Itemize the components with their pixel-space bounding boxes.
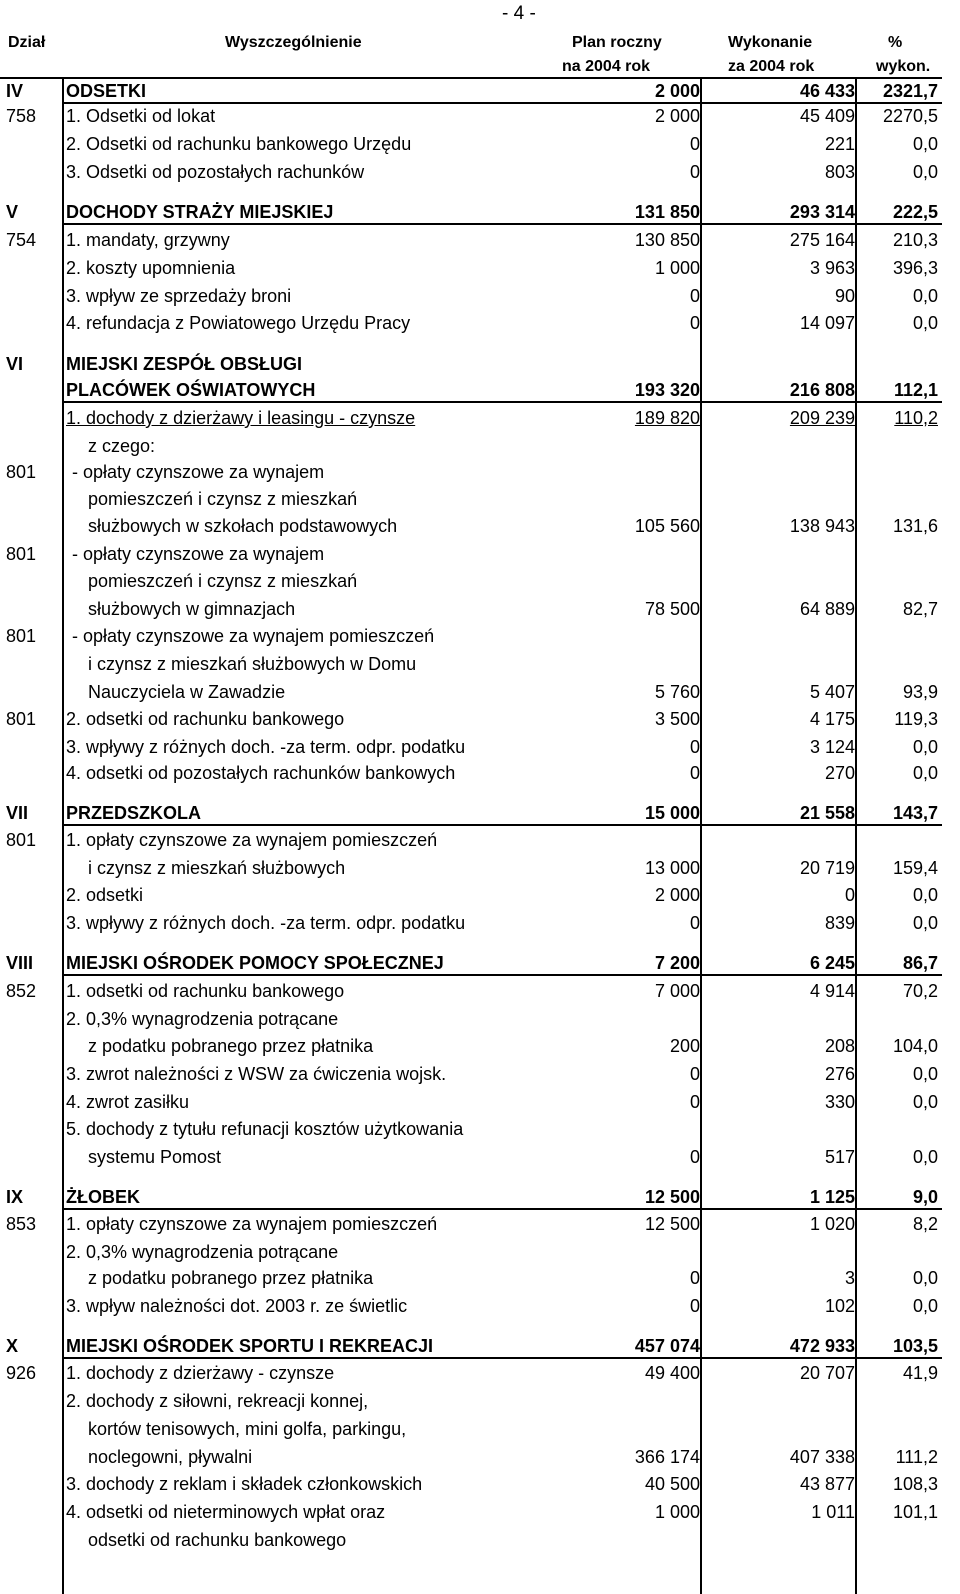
plan-column-rule: [702, 78, 704, 1594]
row-30-dzial: VIII: [6, 953, 34, 973]
header-wyszczegolnienie: Wyszczególnienie: [225, 34, 362, 51]
page-number: - 4 -: [502, 3, 536, 24]
row-7-plan: 0: [689, 286, 700, 306]
row-22-dzial: 801: [6, 709, 37, 729]
row-5-pct: 210,3: [892, 230, 938, 250]
row-49-wyk: 1 011: [811, 1502, 855, 1522]
row-2-pct: 0,0: [912, 134, 938, 154]
row-39-wyk: 1 020: [809, 1214, 855, 1234]
row-37-plan: 0: [689, 1147, 700, 1167]
row-27-wyk: 20 719: [799, 858, 855, 878]
row-35-pct: 0,0: [912, 1092, 938, 1112]
row-18-plan: 78 500: [644, 599, 700, 619]
section-underline: [64, 223, 942, 225]
row-3-plan: 0: [689, 162, 700, 182]
row-41-pct: 0,0: [912, 1268, 938, 1288]
row-48-wyk: 43 877: [799, 1474, 855, 1494]
row-29-pct: 0,0: [912, 913, 938, 933]
row-1-desc: 1. Odsetki od lokat: [66, 106, 216, 126]
row-9-desc: MIEJSKI ZESPÓŁ OBSŁUGI: [66, 354, 303, 374]
header-plan-roczny: Plan roczny: [572, 34, 662, 51]
row-41-desc: z podatku pobranego przez płatnika: [88, 1268, 374, 1288]
row-2-wyk: 221: [824, 134, 855, 154]
column-separator: [700, 78, 702, 1594]
header-separator: [0, 77, 942, 79]
row-29-plan: 0: [689, 913, 700, 933]
row-0-pct: 2321,7: [882, 81, 938, 101]
row-13-desc: - opłaty czynszowe za wynajem: [72, 462, 325, 482]
row-2-desc: 2. Odsetki od rachunku bankowego Urzędu: [66, 134, 412, 154]
row-47-plan: 366 174: [634, 1447, 700, 1467]
row-24-wyk: 270: [824, 763, 855, 783]
row-47-pct: 111,2: [895, 1447, 938, 1467]
row-23-wyk: 3 124: [809, 737, 855, 757]
row-38-dzial: IX: [6, 1187, 24, 1207]
row-0-desc: ODSETKI: [66, 81, 147, 101]
row-5-dzial: 754: [6, 230, 37, 250]
row-43-pct: 103,5: [892, 1336, 938, 1356]
row-46-desc: kortów tenisowych, mini golfa, parkingu,: [88, 1419, 407, 1439]
row-6-pct: 396,3: [892, 258, 938, 278]
row-31-wyk: 4 914: [809, 981, 855, 1001]
row-39-plan: 12 500: [644, 1214, 700, 1234]
row-16-desc: - opłaty czynszowe za wynajem: [72, 544, 325, 564]
row-4-desc: DOCHODY STRAŻY MIEJSKIEJ: [66, 202, 334, 222]
row-44-pct: 41,9: [902, 1363, 938, 1383]
row-39-pct: 8,2: [912, 1214, 938, 1234]
row-38-desc: ŻŁOBEK: [66, 1187, 140, 1207]
row-7-desc: 3. wpływ ze sprzedaży broni: [66, 286, 292, 306]
row-34-desc: 3. zwrot należności z WSW za ćwiczenia wojsk.: [66, 1064, 447, 1084]
row-5-wyk: 275 164: [789, 230, 855, 250]
row-30-pct: 86,7: [902, 953, 938, 973]
row-21-desc: Nauczyciela w Zawadzie: [88, 682, 286, 702]
row-49-pct: 101,1: [892, 1502, 938, 1522]
row-26-desc: 1. opłaty czynszowe za wynajem pomieszczeń: [66, 830, 438, 850]
row-24-desc: 4. odsetki od pozostałych rachunków bankowych: [66, 763, 456, 783]
row-22-plan: 3 500: [654, 709, 700, 729]
row-44-dzial: 926: [6, 1363, 37, 1383]
row-42-wyk: 102: [824, 1296, 855, 1316]
row-26-dzial: 801: [6, 830, 37, 850]
row-23-plan: 0: [689, 737, 700, 757]
column-separator: [62, 78, 64, 1594]
row-15-wyk: 138 943: [789, 516, 855, 536]
row-33-pct: 104,0: [892, 1036, 938, 1056]
row-33-plan: 200: [669, 1036, 700, 1056]
row-11-plan: 189 820: [634, 408, 700, 428]
row-25-pct: 143,7: [892, 803, 938, 823]
row-38-wyk: 1 125: [809, 1187, 855, 1207]
row-49-desc: 4. odsetki od nieterminowych wpłat oraz: [66, 1502, 386, 1522]
row-44-wyk: 20 707: [799, 1363, 855, 1383]
row-6-desc: 2. koszty upomnienia: [66, 258, 236, 278]
row-20-desc: i czynsz z mieszkań służbowych w Domu: [88, 654, 417, 674]
row-31-plan: 7 000: [654, 981, 700, 1001]
row-4-wyk: 293 314: [789, 202, 855, 222]
row-0-wyk: 46 433: [799, 81, 855, 101]
header-wykonanie-rok: za 2004 rok: [728, 58, 815, 75]
row-36-desc: 5. dochody z tytułu refunacji kosztów użytkowania: [66, 1119, 464, 1139]
row-31-pct: 70,2: [902, 981, 938, 1001]
row-22-desc: 2. odsetki od rachunku bankowego: [66, 709, 345, 729]
section-underline: [64, 401, 942, 403]
row-35-plan: 0: [689, 1092, 700, 1112]
row-1-dzial: 758: [6, 106, 37, 126]
row-34-plan: 0: [689, 1064, 700, 1084]
desc-column-rule: [547, 78, 549, 1594]
row-43-dzial: X: [6, 1336, 19, 1356]
row-50-desc: odsetki od rachunku bankowego: [88, 1530, 347, 1550]
row-8-desc: 4. refundacja z Powiatowego Urzędu Pracy: [66, 313, 411, 333]
row-24-plan: 0: [689, 763, 700, 783]
row-18-pct: 82,7: [902, 599, 938, 619]
row-11-wyk: 209 239: [789, 408, 855, 428]
row-19-dzial: 801: [6, 626, 37, 646]
row-21-plan: 5 760: [654, 682, 700, 702]
row-8-plan: 0: [689, 313, 700, 333]
row-25-desc: PRZEDSZKOLA: [66, 803, 201, 823]
row-42-desc: 3. wpływ należności dot. 2003 r. ze świetlic: [66, 1296, 408, 1316]
section-underline: [64, 824, 942, 826]
row-22-pct: 119,3: [894, 709, 938, 729]
row-19-desc: - opłaty czynszowe za wynajem pomieszczeń: [72, 626, 435, 646]
row-48-desc: 3. dochody z reklam i składek członkowskich: [66, 1474, 423, 1494]
row-22-wyk: 4 175: [809, 709, 855, 729]
header-percent-wykon: wykon.: [876, 58, 931, 75]
header-wykonanie: Wykonanie: [728, 34, 813, 51]
row-30-wyk: 6 245: [809, 953, 855, 973]
row-18-desc: służbowych w gimnazjach: [88, 599, 296, 619]
row-23-pct: 0,0: [912, 737, 938, 757]
row-12-desc: z czego:: [88, 436, 156, 456]
row-25-plan: 15 000: [644, 803, 700, 823]
row-16-dzial: 801: [6, 544, 37, 564]
row-1-pct: 2270,5: [882, 106, 938, 126]
row-42-pct: 0,0: [912, 1296, 938, 1316]
row-43-wyk: 472 933: [789, 1336, 855, 1356]
row-9-dzial: VI: [6, 354, 24, 374]
section-underline: [64, 102, 942, 104]
row-10-plan: 193 320: [634, 380, 700, 400]
row-1-wyk: 45 409: [799, 106, 855, 126]
row-28-desc: 2. odsetki: [66, 885, 144, 905]
row-5-plan: 130 850: [634, 230, 700, 250]
row-0-plan: 2 000: [654, 81, 700, 101]
row-21-wyk: 5 407: [809, 682, 855, 702]
row-31-dzial: 852: [6, 981, 37, 1001]
row-27-desc: i czynsz z mieszkań służbowych: [88, 858, 346, 878]
row-0-dzial: IV: [6, 81, 24, 101]
row-25-dzial: VII: [6, 803, 29, 823]
section-underline: [64, 1208, 942, 1210]
row-21-pct: 93,9: [902, 682, 938, 702]
row-13-dzial: 801: [6, 462, 37, 482]
row-45-desc: 2. dochody z siłowni, rekreacji konnej,: [66, 1391, 369, 1411]
row-38-plan: 12 500: [644, 1187, 700, 1207]
wyk-column-rule: [857, 78, 859, 1594]
row-39-dzial: 853: [6, 1214, 37, 1234]
header-dzial: Dział: [8, 34, 46, 51]
row-39-desc: 1. opłaty czynszowe za wynajem pomieszczeń: [66, 1214, 438, 1234]
row-40-desc: 2. 0,3% wynagrodzenia potrącane: [66, 1242, 339, 1262]
row-11-pct: 110,2: [894, 408, 938, 428]
row-41-wyk: 3: [844, 1268, 855, 1288]
row-28-pct: 0,0: [912, 885, 938, 905]
row-43-desc: MIEJSKI OŚRODEK SPORTU I REKREACJI: [66, 1336, 434, 1356]
row-31-desc: 1. odsetki od rachunku bankowego: [66, 981, 345, 1001]
row-47-desc: noclegowni, pływalni: [88, 1447, 253, 1467]
row-14-desc: pomieszczeń i czynsz z mieszkań: [88, 489, 358, 509]
row-3-pct: 0,0: [912, 162, 938, 182]
row-7-wyk: 90: [834, 286, 855, 306]
row-24-pct: 0,0: [912, 763, 938, 783]
row-2-plan: 0: [689, 134, 700, 154]
row-48-plan: 40 500: [644, 1474, 700, 1494]
row-44-desc: 1. dochody z dzierżawy - czynsze: [66, 1363, 335, 1383]
row-41-plan: 0: [689, 1268, 700, 1288]
row-5-desc: 1. mandaty, grzywny: [66, 230, 230, 250]
row-1-plan: 2 000: [654, 106, 700, 126]
row-18-wyk: 64 889: [799, 599, 855, 619]
row-10-desc: PLACÓWEK OŚWIATOWYCH: [66, 380, 316, 400]
row-4-plan: 131 850: [634, 202, 700, 222]
header-plan-rok: na 2004 rok: [562, 58, 651, 75]
row-43-plan: 457 074: [634, 1336, 700, 1356]
row-47-wyk: 407 338: [789, 1447, 855, 1467]
row-17-desc: pomieszczeń i czynsz z mieszkań: [88, 571, 358, 591]
row-10-pct: 112,1: [893, 380, 938, 400]
row-29-desc: 3. wpływy z różnych doch. -za term. odpr. podatku: [66, 913, 466, 933]
row-6-wyk: 3 963: [809, 258, 855, 278]
row-37-wyk: 517: [824, 1147, 855, 1167]
row-28-plan: 2 000: [654, 885, 700, 905]
row-33-desc: z podatku pobranego przez płatnika: [88, 1036, 374, 1056]
row-27-plan: 13 000: [644, 858, 700, 878]
row-44-plan: 49 400: [644, 1363, 700, 1383]
row-15-pct: 131,6: [892, 516, 938, 536]
row-42-plan: 0: [689, 1296, 700, 1316]
row-48-pct: 108,3: [892, 1474, 938, 1494]
row-3-desc: 3. Odsetki od pozostałych rachunków: [66, 162, 365, 182]
row-27-pct: 159,4: [892, 858, 938, 878]
row-30-plan: 7 200: [654, 953, 700, 973]
row-15-plan: 105 560: [634, 516, 700, 536]
column-separator: [855, 78, 857, 1594]
row-34-pct: 0,0: [912, 1064, 938, 1084]
row-4-dzial: V: [6, 202, 19, 222]
left-border: [0, 78, 2, 1594]
row-11-desc: 1. dochody z dzierżawy i leasingu - czynsze: [66, 408, 416, 428]
section-underline: [64, 1357, 942, 1359]
row-28-wyk: 0: [844, 885, 855, 905]
row-35-desc: 4. zwrot zasiłku: [66, 1092, 190, 1112]
row-8-pct: 0,0: [912, 313, 938, 333]
header-percent: %: [888, 34, 903, 51]
row-32-desc: 2. 0,3% wynagrodzenia potrącane: [66, 1009, 339, 1029]
row-38-pct: 9,0: [912, 1187, 938, 1207]
row-37-pct: 0,0: [912, 1147, 938, 1167]
row-15-desc: służbowych w szkołach podstawowych: [88, 516, 398, 536]
row-10-wyk: 216 808: [789, 380, 855, 400]
section-underline: [64, 974, 942, 976]
row-8-wyk: 14 097: [799, 313, 855, 333]
row-23-desc: 3. wpływy z różnych doch. -za term. odpr. podatku: [66, 737, 466, 757]
row-6-plan: 1 000: [654, 258, 700, 278]
row-37-desc: systemu Pomost: [88, 1147, 222, 1167]
row-34-wyk: 276: [824, 1064, 855, 1084]
row-35-wyk: 330: [824, 1092, 855, 1112]
row-49-plan: 1 000: [654, 1502, 700, 1522]
row-7-pct: 0,0: [912, 286, 938, 306]
row-30-desc: MIEJSKI OŚRODEK POMOCY SPOŁECZNEJ: [66, 953, 444, 973]
row-3-wyk: 803: [824, 162, 855, 182]
row-29-wyk: 839: [824, 913, 855, 933]
row-4-pct: 222,5: [892, 202, 938, 222]
row-25-wyk: 21 558: [799, 803, 855, 823]
row-33-wyk: 208: [824, 1036, 855, 1056]
